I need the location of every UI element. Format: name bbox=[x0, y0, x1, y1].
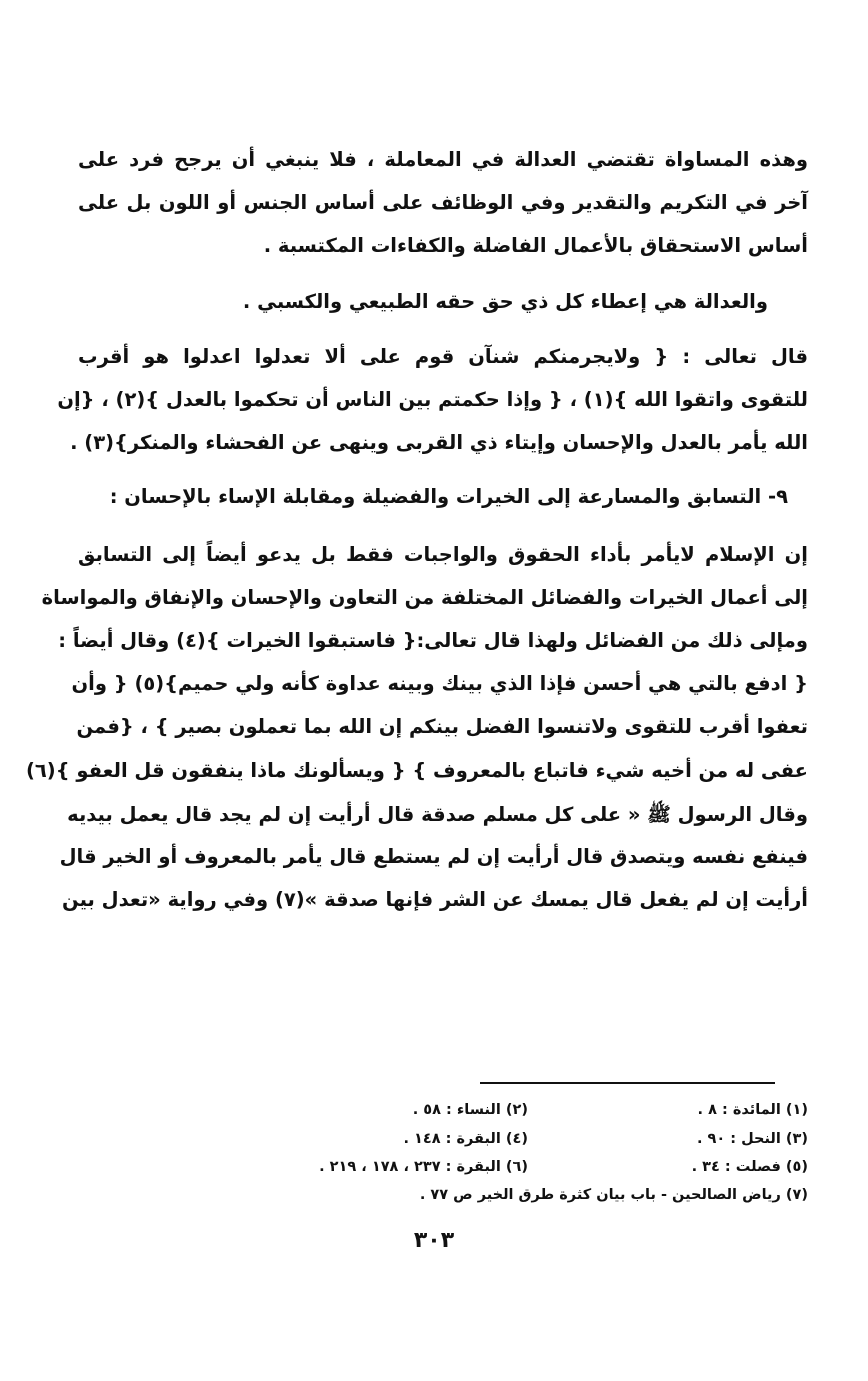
footnote: (٦) البقرة : ٢٣٧ ، ١٧٨ ، ٢١٩ . bbox=[319, 1159, 528, 1175]
footnote: (٤) البقرة : ١٤٨ . bbox=[403, 1131, 528, 1147]
body-line: الله يأمر بالعدل والإحسان وإيتاء ذي القربى وينهى عن الفحشاء والمنكر}(٣) . bbox=[70, 431, 808, 454]
body-line: فينفع نفسه ويتصدق قال أرأيت إن لم يستطع قال يأمر بالمعروف أو الخير قال bbox=[59, 845, 808, 868]
footnote: (٢) النساء : ٥٨ . bbox=[412, 1102, 528, 1118]
body-line: ومإلى ذلك من الفضائل ولهذا قال تعالى:{ فاستبقوا الخيرات }(٤) وقال أيضاً : bbox=[58, 629, 808, 652]
body-line: إلى أعمال الخيرات والفضائل المختلفة من التعاون والإحسان والإنفاق والمواساة bbox=[41, 586, 808, 609]
page-number: ٣٠٣ bbox=[413, 1228, 455, 1253]
body-line: قال تعالى : { ولايجرمنكم شنآن قوم على ألا تعدلوا اعدلوا هو أقرب bbox=[78, 345, 808, 368]
footnote: (١) المائدة : ٨ . bbox=[697, 1102, 808, 1118]
section-heading: ٩- التسابق والمسارعة إلى الخيرات والفضيلة ومقابلة الإساء بالإحسان : bbox=[109, 485, 788, 508]
body-line: للتقوى واتقوا الله }(١) ، { وإذا حكمتم بين الناس أن تحكموا بالعدل }(٢) ، {إن bbox=[57, 388, 808, 411]
footnote: (٧) رياض الصالحين - باب بيان كثرة طرق الخير ص ٧٧ . bbox=[419, 1187, 808, 1203]
body-line: والعدالة هي إعطاء كل ذي حق حقه الطبيعي والكسبي . bbox=[242, 290, 768, 313]
body-line: أرأيت إن لم يفعل قال يمسك عن الشر فإنها صدقة »(٧) وفي رواية «تعدل بين bbox=[62, 888, 808, 911]
body-line: عفى له من أخيه شيء فاتباع بالمعروف } { ويسألونك ماذا ينفقون قل العفو }(٦) bbox=[25, 759, 808, 782]
footnote-divider bbox=[480, 1082, 775, 1084]
body-line: وقال الرسول ﷺ « على كل مسلم صدقة قال أرأيت إن لم يجد قال يعمل بيديه bbox=[67, 803, 808, 826]
body-line: أساس الاستحقاق بالأعمال الفاضلة والكفاءات المكتسبة . bbox=[263, 234, 808, 257]
body-line: تعفوا أقرب للتقوى ولاتنسوا الفضل بينكم إن الله بما تعملون بصير } ، {فمن bbox=[76, 715, 808, 738]
body-line: آخر في التكريم والتقدير وفي الوظائف على أساس الجنس أو اللون بل على bbox=[78, 191, 808, 214]
body-line: وهذه المساواة تقتضي العدالة في المعاملة ، فلا ينبغي أن يرجح فرد على bbox=[78, 148, 808, 171]
body-line: إن الإسلام لايأمر بأداء الحقوق والواجبات فقط بل يدعو أيضاً إلى التسابق bbox=[78, 543, 808, 566]
footnote: (٣) النحل : ٩٠ . bbox=[696, 1131, 808, 1147]
footnote: (٥) فصلت : ٣٤ . bbox=[691, 1159, 808, 1175]
body-line: { ادفع بالتي هي أحسن فإذا الذي بينك وبينه عداوة كأنه ولي حميم}(٥) { وأن bbox=[71, 672, 808, 695]
